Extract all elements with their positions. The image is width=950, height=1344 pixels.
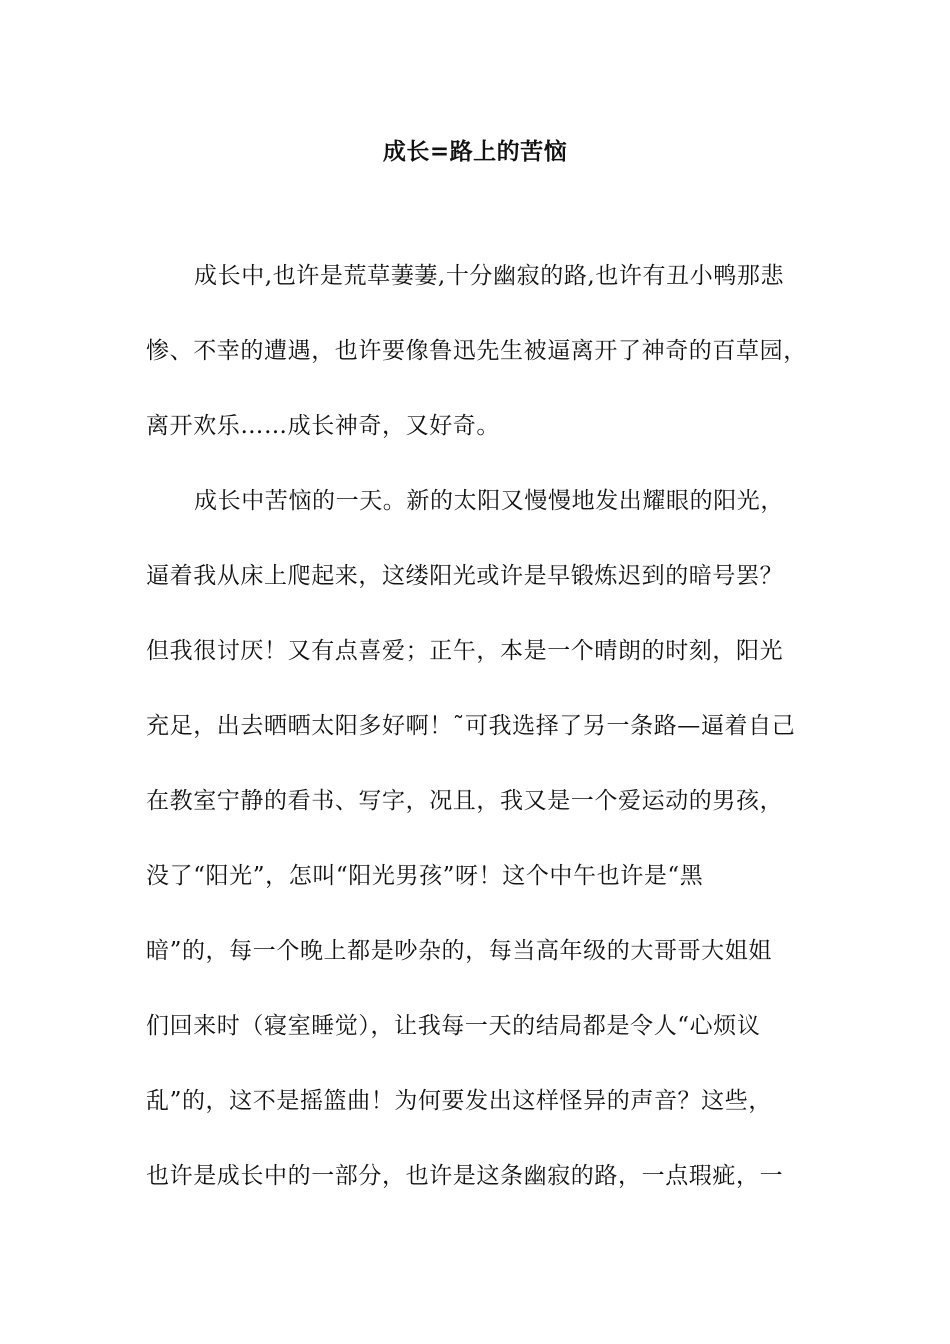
paragraph-1-line-2: 惨、不幸的遭遇，也许要像鲁迅先生被逼离开了神奇的百草园， <box>146 338 807 364</box>
paragraph-2-line-4: 充足，出去晒晒太阳多好啊！˜可我选择了另一条路—逼着自己 <box>146 713 796 739</box>
paragraph-2-line-10: 也许是成长中的一部分，也许是这条幽寂的路，一点瑕疵，一 <box>146 1163 784 1189</box>
paragraph-2-line-8: 们回来时（寝室睡觉），让我每一天的结局都是令人“心烦议 <box>146 1013 761 1039</box>
document-title: 成长=路上的苦恼 <box>382 139 568 165</box>
paragraph-2-line-9: 乱”的，这不是摇篮曲！为何要发出这样怪异的声音？这些， <box>146 1088 772 1114</box>
paragraph-2-line-5: 在教室宁静的看书、写字，况且，我又是一个爱运动的男孩， <box>146 788 784 814</box>
paragraph-2-line-6: 没了“阳光”，怎叫“阳光男孩”呀！这个中午也许是“黑 <box>146 863 704 889</box>
paragraph-1-line-3: 离开欢乐……成长神奇，又好奇。 <box>146 413 500 439</box>
paragraph-2-line-1: 成长中苦恼的一天。新的太阳又慢慢地发出耀眼的阳光， <box>194 488 784 514</box>
paragraph-2-line-7: 暗”的，每一个晚上都是吵杂的，每当高年级的大哥哥大姐姐 <box>146 938 772 964</box>
paragraph-2-line-2: 逼着我从床上爬起来，这缕阳光或许是早锻炼迟到的暗号罢？ <box>146 563 784 589</box>
paragraph-2-line-3: 但我很讨厌！又有点喜爱；正午，本是一个晴朗的时刻，阳光 <box>146 638 784 664</box>
paragraph-1-line-1: 成长中,也许是荒草萋萋,十分幽寂的路,也许有丑小鸭那悲 <box>194 263 785 289</box>
